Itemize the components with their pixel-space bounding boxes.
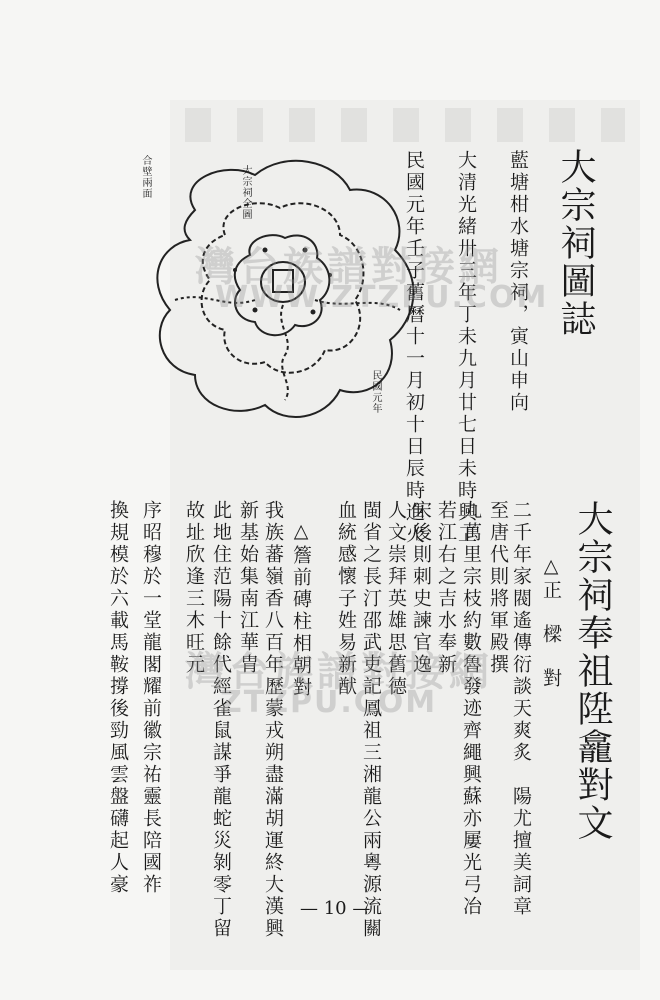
section2-line-11: 我族蕃嶺香八百年歷蒙戎朔盡滿胡運終大漢興 xyxy=(262,500,284,940)
watermark-text-bottom: 灣台族譜對接網 xyxy=(185,649,493,695)
watermark-text-top: 灣台族譜對接網 xyxy=(195,244,503,290)
section2-line-16: 換規模於六載馬鞍撐後勁風雲盤礴起人豪 xyxy=(107,500,129,896)
title-ancestor-couplets: 大宗祠奉祖陞龕對文 xyxy=(572,500,613,842)
section1-line-2: 大清光緒卅三年丁未九月廿七日未時興工 xyxy=(455,150,477,546)
section2-line-7: 人文崇拜英雄思舊德 xyxy=(385,500,407,698)
section2-line-2: 二千年家閥遙傳衍談天爽炙 陽尤擅美詞章 xyxy=(510,500,532,918)
map-right-note: 民國元年 xyxy=(370,370,381,414)
section2-line-12: 新基始集南江華胄 xyxy=(237,500,259,676)
watermark-url-bottom: ZTZPU.COM xyxy=(220,685,438,720)
section2-line-13: 此地住范陽十餘代經雀鼠謀爭龍蛇災剝零丁留 xyxy=(210,500,232,940)
section2-line-9: 血統感懷子姓易新猷 xyxy=(335,500,357,698)
section2-line-3: 至唐代則將軍殿撰 xyxy=(487,500,509,676)
map-top-note: 大宗祠全圖 xyxy=(240,165,251,220)
section2-line-8: 閩省之長汀邵武吏記鳳祖三湘龍公兩粵源流關 xyxy=(360,500,382,940)
watermark-url-top: WWW.ZTZPU.COM xyxy=(215,280,549,315)
title-temple-record: 大宗祠圖誌 xyxy=(555,148,596,338)
section1-line-3: 民國元年壬子舊曆十一月初十日辰時進火 xyxy=(403,150,425,546)
section2-line-15: 序昭穆於一堂龍閣耀前徽宗祐靈長陪國祚 xyxy=(140,500,162,896)
section2-line-14: 故址欣逢三木旺元 xyxy=(183,500,205,676)
map-left-note: 合壁兩面 xyxy=(140,155,151,199)
page-number: — 10 — xyxy=(300,898,371,919)
section2-line-4: 九萬里宗枝約數魯發迹齊繩興蘇亦屢光弓冶 xyxy=(460,500,482,918)
section2-line-5: 若江右之吉水奉新 xyxy=(435,500,457,676)
section2-line-6: 宋後則刺史諫官逸 xyxy=(410,500,432,676)
bleed-through-header xyxy=(185,108,625,142)
section1-line-1: 藍塘柑水塘宗祠，寅山申向 xyxy=(507,150,529,414)
section2-line-1: △正 樑 對 xyxy=(540,555,562,690)
section2-line-10: △簷前磚柱相朝對 xyxy=(290,520,312,699)
